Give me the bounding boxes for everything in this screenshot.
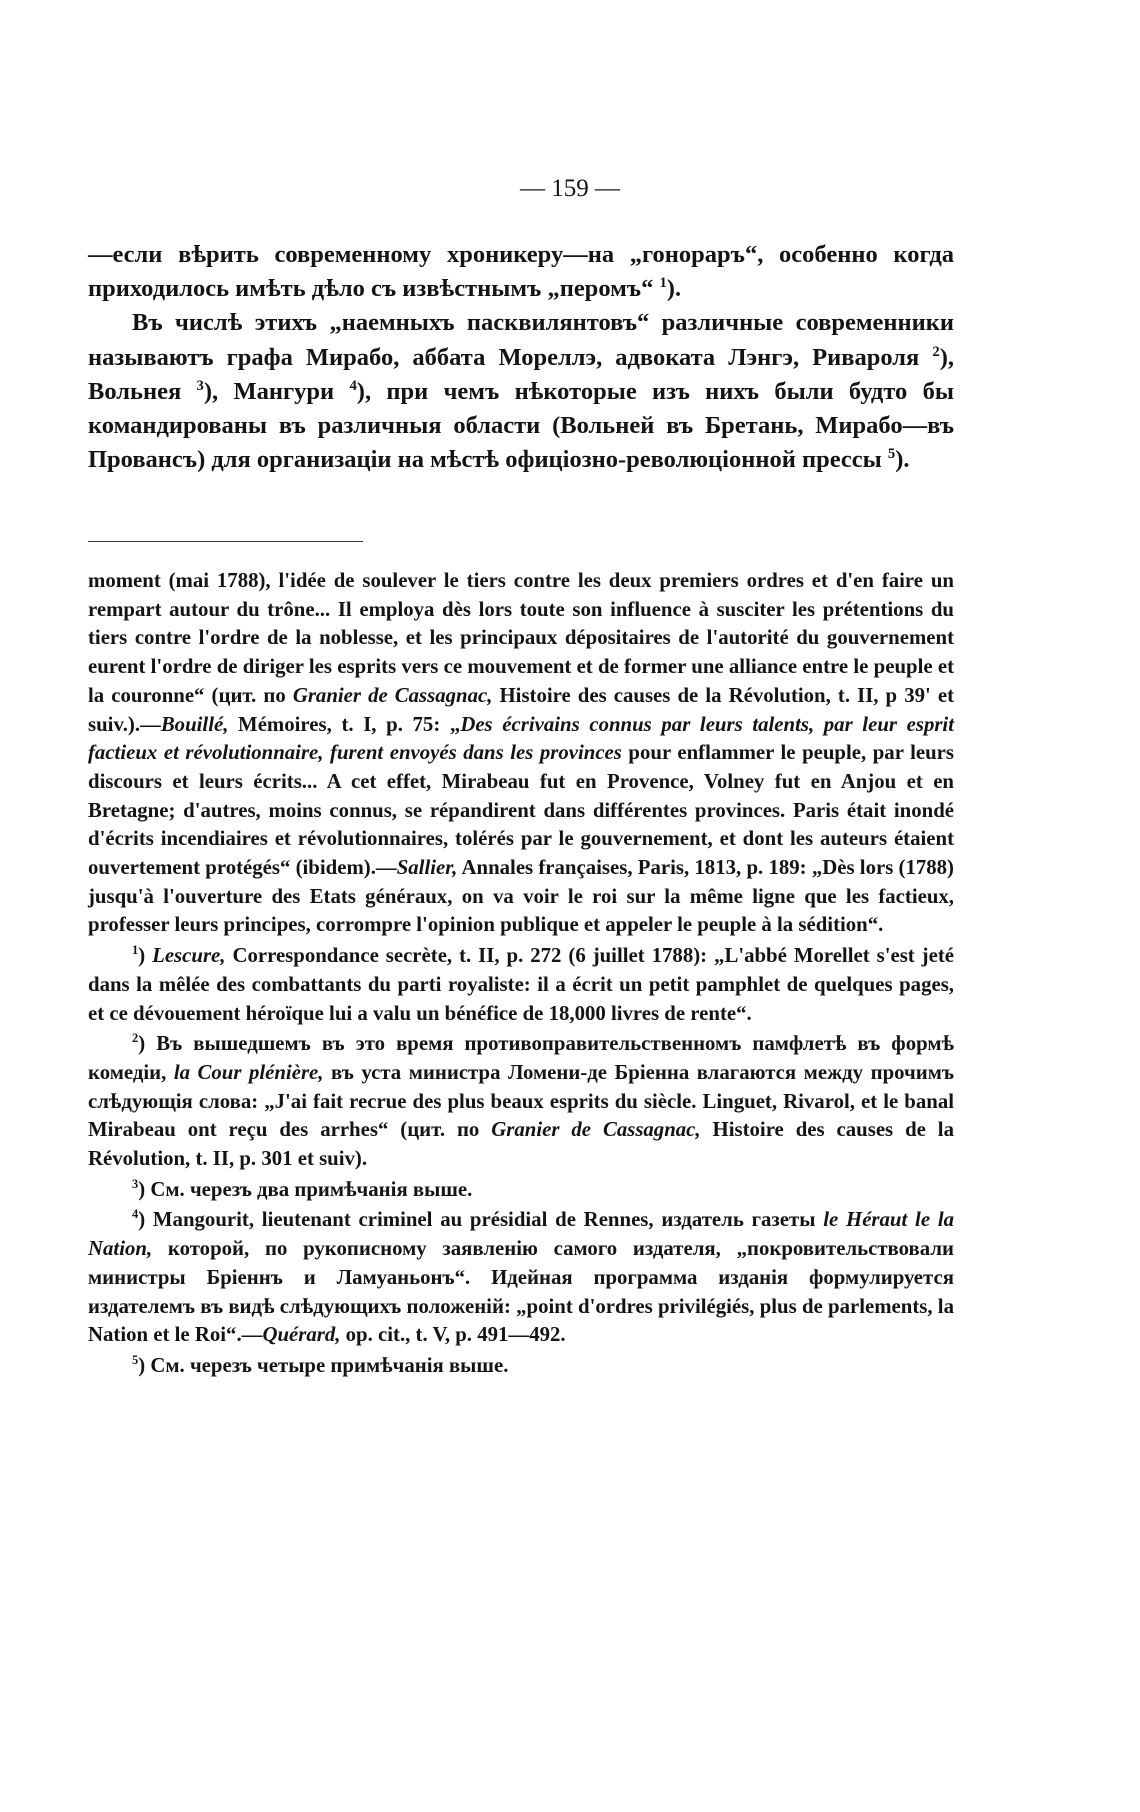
author-bouille: Bouillé, [160,712,229,736]
footnote-5-text: ) См. черезъ четыре примѣчанія выше. [138,1353,509,1377]
footnote-continuation-text-2: Histoire des causes de la Révolution, t. II, p 39' et suiv.).— [88,683,954,736]
footnote-ref-5: 5 [887,446,896,463]
footnote-3 [88,1176,954,1205]
footnote-4-text-2: которой, по рукописному заявленію самого издателя, „покровительствовали министры Бріеннъ и Ламуаньонъ“. Идейная программа изданія формулируется издателемъ въ видѣ слѣдующихъ положеній: „point d'ordres privilégiés, plus de parlements, la Nation et le Roi“.— [88,1237,954,1347]
footnote-continuation-text-4: pour enflammer le peuple, par leurs discours et leurs écrits... A cet effet, Mirabeau fut en Provence, Volney fut en Anjou et en Bretagne; d'autres, moins connus, se répandirent dans différentes provinces. Paris était inondé d'écrits incendiaires et révolutionnaires, tolérés par le gouvernement, et dont les auteurs étaient ouvertement protégés“ (ibidem).— [88,741,955,880]
footnote-2-text-1: ) Въ вышедшемъ въ это время противоправительственномъ памфлетѣ въ формѣ комедіи, [88,1032,954,1084]
author-sallier: Sallier, [396,856,458,880]
footnote-ref-3: 3 [196,377,204,394]
footnote-continuation [88,567,954,940]
paragraph-2-text-4: ), при чемъ нѣкоторые изъ нихъ были будто бы командированы въ различныя области (Вольней въ Бретань, Мирабо—въ Провансъ) для организаціи на мѣстѣ офиціозно-революціонной прессы [88,377,954,474]
author-granier: Granier de Cassagnac, [292,683,493,707]
author-querard: Quérard, [262,1323,341,1347]
footnote-5-number: 5 [132,1353,139,1368]
title-heraut: le Héraut le la Nation, [88,1208,954,1261]
footnote-ref-4: 4 [349,377,357,394]
paragraph-2 [88,306,954,477]
paragraph-2-text-2: ), Вольнея [88,343,954,405]
footnote-2-text-3: Histoire des causes de la Révolution, t. II, p. 301 et suiv). [88,1118,954,1171]
footnote-continuation-text-5: Annales françaises, Paris, 1813, p. 189: „Dès lors (1788) jusqu'à l'ouverture des Etats généraux, on va voir le roi sur la même ligne que les factieux, professer leurs principes, corrompre l'opinion publique et appeler le peuple à la sédition“. [88,856,954,937]
main-text [88,238,954,477]
footnote-2-number: 2 [132,1031,139,1046]
footnote-4-text-1: ) Mangourit, lieutenant criminel au présidial de Rennes, издатель газеты [138,1208,824,1232]
author-granier-2: Granier de Cassagnac, [491,1118,701,1142]
footnote-1-text: Correspondance secrète, t. II, p. 272 (6 juillet 1788): „L'abbé Morellet s'est jeté dans la mêlée des combattants du parti royaliste: il a écrit un petit pamphlet de quelques pages, et ce dévouement héroïque lui a valu un bénéfice de 18,000 livres de rente“. [88,944,954,1025]
footnote-continuation-text-1: moment (mai 1788), l'idée de soulever le tiers contre les deux premiers ordres et d'en faire un rempart autour du trône... Il employa dès lors toute son influence à susciter les prétentions du tiers contre l'ordre de la noblesse, et les principaux dépositaires de l'autorité du gouvernement eurent l'ordre de diriger les esprits vers ce mouvement et de former une alliance entre le peuple et la couronne“ (цит. по [88,569,954,707]
page-number: — 159 — [520,175,620,202]
paragraph-2-end: ). [895,446,910,474]
footnote-1-number: 1 [132,943,139,958]
footnote-ref-2: 2 [932,343,940,360]
paragraph-2-text-1: Въ числѣ этихъ „наемныхъ пасквилянтовъ“ различные современники называютъ графа Мирабо, аббата Мореллэ, адвоката Лэнгэ, Ривароля [88,309,954,371]
paragraph-1-end: ). [666,275,682,303]
title-cour-pleniere: la Cour plénière, [173,1060,324,1084]
footnote-continuation-text-3: Mémoires, t. I, p. 75: „ [228,712,461,736]
footnote-divider [88,541,363,542]
footnote-3-number: 3 [132,1176,139,1191]
paragraph-1 [88,238,954,306]
footnotes [88,567,954,1381]
footnote-3-text: ) См. черезъ два примѣчанія выше. [138,1177,473,1201]
footnote-4-number: 4 [132,1207,139,1222]
footnote-5 [88,1352,954,1381]
footnote-4 [88,1206,954,1350]
footnote-1-paren: ) [138,944,153,968]
quote-italic: Des écrivains connus par leurs talents, par leur esprit factieux et révolutionnaire, furent envoyés dans les provinces [88,712,954,765]
paragraph-2-text-3: ), Мангури [203,377,350,405]
footnote-2 [88,1030,954,1174]
footnote-4-text-3: op. cit., t. V, p. 491—492. [340,1323,566,1347]
paragraph-1-text: —если вѣрить современному хроникеру—на „гонораръ“, особенно когда приходилось имѣть дѣло съ извѣстнымъ „перомъ“ [88,241,954,303]
footnote-1 [88,942,954,1028]
author-lescure: Lescure, [152,944,226,968]
footnote-2-text-2: въ уста министра Ломени-де Бріенна влагаются между прочимъ слѣдующія слова: „J'ai fait recrue des plus beaux esprits du siècle. Linguet, Rivarol, et le banal Mirabeau ont reçu des arrhes“ (цит. по [88,1060,954,1142]
footnote-ref-1: 1 [659,275,667,292]
